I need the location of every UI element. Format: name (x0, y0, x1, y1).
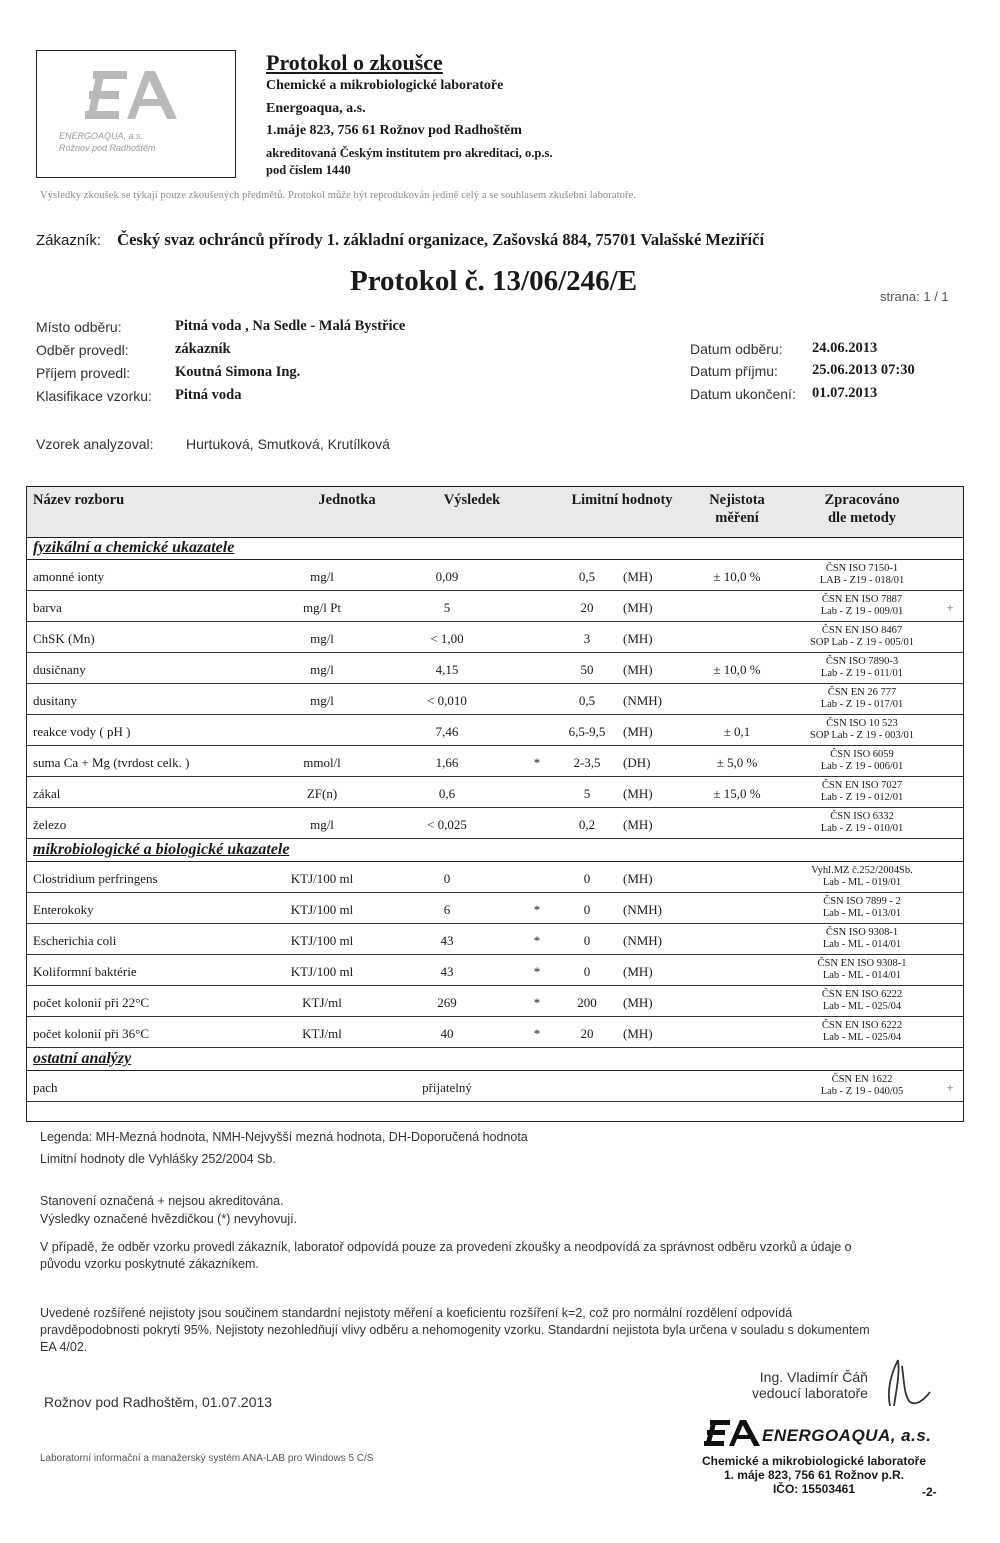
customer-label: Zákazník: (36, 232, 102, 249)
result-cell: < 0,010 (427, 693, 467, 708)
method-standard: ČSN EN ISO 9308-1 (817, 958, 907, 969)
non-accredited-marker: + (946, 600, 954, 615)
analysis-name: suma Ca + Mg (tvrdost celk. ) (33, 755, 190, 770)
analysis-name: amonné ionty (33, 569, 105, 584)
unit-cell: mg/l (310, 569, 334, 584)
unit-cell: ZF(n) (306, 786, 338, 801)
analysis-name: Escherichia coli (33, 933, 117, 948)
table-row (27, 684, 963, 715)
accreditation-number: pod číslem 1440 (266, 163, 351, 177)
accreditation-line: akreditovaná Českým institutem pro akreditaci, o.p.s. (266, 146, 553, 160)
software-footer: Laboratorní informační a manažerský systém ANA-LAB pro Windows 5 C/S (40, 1453, 374, 1464)
method-standard: ČSN EN ISO 7027 (821, 780, 903, 791)
header-unit: Jednotka (318, 492, 376, 508)
noncompliant-marker: * (533, 964, 541, 979)
result-cell: 5 (443, 600, 451, 615)
header-limit: Limitní hodnoty (571, 492, 673, 508)
table-row (27, 808, 963, 839)
analysis-name: zákal (33, 786, 61, 801)
limits-source-line: Limitní hodnoty dle Vyhlášky 252/2004 Sb. (40, 1152, 276, 1166)
method-sop: Lab - Z 19 - 017/01 (820, 699, 904, 710)
non-accredited-note: Stanovení označená + nejsou akreditována. (40, 1194, 284, 1208)
analysis-name: počet kolonií při 22°C (33, 995, 150, 1010)
logo-company-name: ENERGOAQUA, a.s. (59, 131, 144, 141)
unit-cell: KTJ/100 ml (290, 964, 354, 979)
limit-value: 0,5 (578, 693, 596, 708)
limit-value: 0 (583, 871, 591, 886)
method-sop: Lab - Z 19 - 006/01 (820, 761, 904, 772)
header-uncertainty: Nejistota (709, 492, 765, 508)
uncertainty-cell: ± 5,0 % (716, 755, 758, 770)
analyst-value: Hurtuková, Smutková, Krutílková (186, 436, 390, 452)
table-row (27, 653, 963, 684)
result-cell: 0,09 (435, 569, 459, 584)
unit-cell: mg/l Pt (303, 600, 341, 615)
receipt-date-label: Datum příjmu: (690, 363, 778, 379)
limit-value: 200 (577, 995, 597, 1010)
sampling-date-label: Datum odběru: (690, 341, 783, 357)
non-accredited-marker: + (946, 1080, 954, 1095)
method-sop: Lab - Z 19 - 009/01 (820, 606, 904, 617)
customer-line (36, 230, 764, 250)
analysis-name: dusičnany (33, 662, 86, 677)
limit-value: 20 (580, 600, 594, 615)
analysis-name: barva (33, 600, 62, 615)
method-standard: ČSN EN 26 777 (827, 687, 897, 698)
limit-type: (MH) (623, 724, 653, 739)
method-standard: Vyhl.MZ č.252/2004Sb. (811, 865, 913, 876)
sampling-place-label: Místo odběru: (36, 319, 122, 335)
lab-logo-box (36, 50, 236, 178)
header-result: Výsledek (443, 492, 501, 508)
method-sop: Lab - Z 19 - 012/01 (820, 792, 904, 803)
analysis-name: Koliformní baktérie (33, 964, 137, 979)
results-table (26, 486, 964, 1122)
result-cell: 43 (440, 933, 454, 948)
limit-type: (MH) (623, 871, 653, 886)
method-sop: Lab - ML - 014/01 (822, 970, 902, 981)
analyst-label: Vzorek analyzoval: (36, 436, 154, 452)
result-cell: 6 (443, 902, 451, 917)
section-title: ostatní analýzy (33, 1050, 132, 1067)
stamp-address: 1. máje 823, 756 61 Rožnov p.R. (723, 1468, 905, 1482)
method-sop: SOP Lab - Z 19 - 003/01 (809, 730, 915, 741)
limit-type: (NMH) (623, 693, 662, 708)
result-cell: 0,6 (438, 786, 456, 801)
protocol-number: Protokol č. 13/06/246/E (350, 265, 638, 297)
uncertainty-cell: ± 0,1 (723, 724, 751, 739)
header-uncertainty-2: měření (715, 510, 759, 526)
table-row (27, 622, 963, 653)
method-sop: LAB - Z19 - 018/01 (819, 575, 905, 586)
page-indicator: strana: 1 / 1 (880, 289, 949, 304)
sampling-responsibility-note: V případě, že odběr vzorku provedl zákazník, laboratoř odpovídá pouze za provedení zkoušky a neodpovídá za správnost odběru vzorků a údaje o původu vzorku poskytnuté zákazníkem. (40, 1240, 852, 1271)
method-sop: Lab - ML - 013/01 (822, 908, 902, 919)
noncompliant-marker: * (533, 1026, 541, 1041)
method-standard: ČSN EN ISO 7887 (821, 594, 903, 605)
section-header (27, 839, 963, 862)
limit-value: 5 (583, 786, 591, 801)
limit-value: 0,2 (578, 817, 596, 832)
unit-cell: KTJ/ml (302, 995, 342, 1010)
uncertainty-note: Uvedené rozšířené nejistoty jsou součinem standardní nejistoty měření a koeficientu rozšíření k=2, což pro normální rozdělení odpovídá pravděpodobnosti pokrytí 95%. Nejistoty nezohledňují vlivy odběru a nehomogenity vzorku. Standardní nejistota byla určena v souladu s dokumentem EA 4/02. (40, 1306, 870, 1354)
ea-logo-icon (85, 65, 185, 125)
method-standard: ČSN ISO 7150-1 (825, 563, 899, 574)
method-standard: ČSN ISO 6059 (830, 749, 894, 760)
sample-class-value: Pitná voda (175, 387, 242, 403)
limit-type: (MH) (623, 662, 653, 677)
result-cell: 7,46 (435, 724, 459, 739)
result-cell: < 0,025 (427, 817, 467, 832)
table-row (27, 1017, 963, 1048)
analysis-name: ChSK (Mn) (33, 631, 95, 646)
place-date: Rožnov pod Radhoštěm, 01.07.2013 (44, 1394, 273, 1410)
signer-name: Ing. Vladimír Čáň (759, 1369, 868, 1385)
method-standard: ČSN EN ISO 8467 (821, 625, 903, 636)
signer-role: vedoucí laboratoře (752, 1385, 868, 1401)
method-sop: Lab - Z 19 - 040/05 (820, 1086, 904, 1097)
limit-value: 3 (583, 631, 591, 646)
limit-type: (MH) (623, 600, 653, 615)
stamp-logo-icon (704, 1418, 762, 1448)
unit-cell: mmol/l (303, 755, 341, 770)
table-row (27, 746, 963, 777)
result-cell: 269 (437, 995, 457, 1010)
noncompliant-marker: * (533, 995, 541, 1010)
lab-company: Energoaqua, a.s. (266, 101, 366, 116)
stamp-lab: Chemické a mikrobiologické laboratoře (701, 1454, 927, 1468)
section-header (27, 1048, 963, 1071)
limit-value: 0 (583, 964, 591, 979)
header-analysis-name: Název rozboru (33, 492, 125, 508)
unit-cell: KTJ/100 ml (290, 871, 354, 886)
table-row (27, 862, 963, 893)
signer-block (752, 1369, 868, 1401)
lab-name: Chemické a mikrobiologické laboratoře (266, 78, 504, 93)
method-sop: Lab - Z 19 - 011/01 (820, 668, 904, 679)
table-row (27, 893, 963, 924)
analysis-name: Enterokoky (33, 902, 94, 917)
unit-cell: mg/l (310, 631, 334, 646)
analysis-name: reakce vody ( pH ) (33, 724, 131, 739)
noncompliant-marker: * (533, 902, 541, 917)
method-standard: ČSN EN ISO 6222 (821, 989, 903, 1000)
limit-type: (MH) (623, 1026, 653, 1041)
limit-type: (MH) (623, 964, 653, 979)
lab-address: 1.máje 823, 756 61 Rožnov pod Radhoštěm (266, 123, 522, 138)
receipt-date-value: 25.06.2013 07:30 (812, 362, 915, 378)
method-sop: Lab - ML - 019/01 (822, 877, 902, 888)
analysis-name: dusitany (33, 693, 78, 708)
limit-value: 0,5 (578, 569, 596, 584)
unit-cell: KTJ/100 ml (290, 902, 354, 917)
limit-type: (MH) (623, 786, 653, 801)
method-standard: ČSN EN ISO 6222 (821, 1020, 903, 1031)
sample-class-label: Klasifikace vzorku: (36, 388, 152, 404)
table-row (27, 924, 963, 955)
method-sop: Lab - Z 19 - 010/01 (820, 823, 904, 834)
result-cell: < 1,00 (430, 631, 464, 646)
section-header (27, 537, 963, 560)
method-standard: ČSN ISO 6332 (830, 811, 894, 822)
limit-type: (NMH) (623, 902, 662, 917)
received-by-value: Koutná Simona Ing. (175, 364, 301, 380)
limit-type: (MH) (623, 817, 653, 832)
limit-type: (DH) (623, 755, 651, 770)
sampled-by-value: zákazník (175, 341, 231, 357)
result-cell: 4,15 (435, 662, 459, 677)
result-cell: 40 (440, 1026, 454, 1041)
table-row (27, 986, 963, 1017)
method-standard: ČSN ISO 9308-1 (825, 927, 899, 938)
header-method: Zpracováno (824, 492, 900, 508)
unit-cell: KTJ/ml (302, 1026, 342, 1041)
table-header (27, 487, 963, 538)
method-standard: ČSN ISO 10 523 (826, 718, 898, 729)
uncertainty-cell: ± 10,0 % (713, 662, 761, 677)
customer-value: Český svaz ochránců přírody 1. základní organizace, Zašovská 884, 75701 Valašské Meziříčí (117, 230, 765, 249)
method-standard: ČSN EN 1622 (831, 1074, 893, 1085)
method-standard: ČSN ISO 7890-3 (825, 656, 899, 667)
result-cell: 43 (440, 964, 454, 979)
section-title: mikrobiologické a biologické ukazatele (33, 841, 290, 858)
limit-value: 0 (583, 933, 591, 948)
table-row (27, 777, 963, 808)
analysis-name: počet kolonií při 36°C (33, 1026, 150, 1041)
limit-value: 2-3,5 (573, 755, 601, 770)
table-row (27, 591, 963, 622)
method-sop: Lab - ML - 014/01 (822, 939, 902, 950)
limit-type: (MH) (623, 995, 653, 1010)
noncompliant-marker: * (533, 933, 541, 948)
logo-company-city: Rožnov pod Radhoštěm (59, 143, 156, 153)
result-cell: 0 (443, 871, 451, 886)
uncertainty-cell: ± 10,0 % (713, 569, 761, 584)
header-method-2: dle metody (827, 510, 897, 526)
result-cell: přijatelný (422, 1080, 472, 1095)
document-title: Protokol o zkoušce (266, 50, 443, 75)
sampled-by-label: Odběr provedl: (36, 342, 129, 358)
disclaimer-text: Výsledky zkoušek se týkají pouze zkoušených předmětů. Protokol může být reprodukován jedině celý a se souhlasem zkušební laboratoře. (40, 190, 637, 201)
table-row (27, 955, 963, 986)
unit-cell: mg/l (310, 693, 334, 708)
page-mark: -2- (922, 1485, 937, 1499)
signature-icon (880, 1356, 940, 1412)
sampling-place-value: Pitná voda , Na Sedle - Malá Bystřice (175, 318, 406, 334)
completion-date-label: Datum ukončení: (690, 386, 796, 402)
unit-cell: mg/l (310, 817, 334, 832)
received-by-label: Příjem provedl: (36, 365, 131, 381)
limit-value: 50 (580, 662, 594, 677)
unit-cell: KTJ/100 ml (290, 933, 354, 948)
stamp-company: ENERGOAQUA, a.s. (762, 1426, 932, 1445)
section-title: fyzikální a chemické ukazatele (33, 539, 235, 556)
unit-cell: mg/l (310, 662, 334, 677)
analysis-name: pach (33, 1080, 58, 1095)
stamp-ico: IČO: 15503461 (772, 1482, 856, 1496)
method-sop: Lab - ML - 025/04 (822, 1032, 902, 1043)
limit-value: 0 (583, 902, 591, 917)
method-sop: SOP Lab - Z 19 - 005/01 (809, 637, 915, 648)
table-row (27, 1071, 963, 1102)
completion-date-value: 01.07.2013 (812, 385, 878, 401)
analysis-name: železo (33, 817, 67, 832)
table-row (27, 715, 963, 746)
non-compliant-note: Výsledky označené hvězdičkou (*) nevyhovují. (40, 1212, 298, 1226)
result-cell: 1,66 (435, 755, 459, 770)
limit-type: (NMH) (623, 933, 662, 948)
limit-value: 20 (580, 1026, 594, 1041)
sampling-date-value: 24.06.2013 (812, 340, 878, 356)
analysis-name: Clostridium perfringens (33, 871, 158, 886)
limit-type: (MH) (623, 569, 653, 584)
limit-value: 6,5-9,5 (568, 724, 606, 739)
table-row (27, 560, 963, 591)
uncertainty-cell: ± 15,0 % (713, 786, 761, 801)
limit-type: (MH) (623, 631, 653, 646)
noncompliant-marker: * (533, 755, 541, 770)
method-standard: ČSN ISO 7899 - 2 (823, 896, 901, 907)
legend-line: Legenda: MH-Mezná hodnota, NMH-Nejvyšší mezná hodnota, DH-Doporučená hodnota (40, 1130, 528, 1144)
method-sop: Lab - ML - 025/04 (822, 1001, 902, 1012)
